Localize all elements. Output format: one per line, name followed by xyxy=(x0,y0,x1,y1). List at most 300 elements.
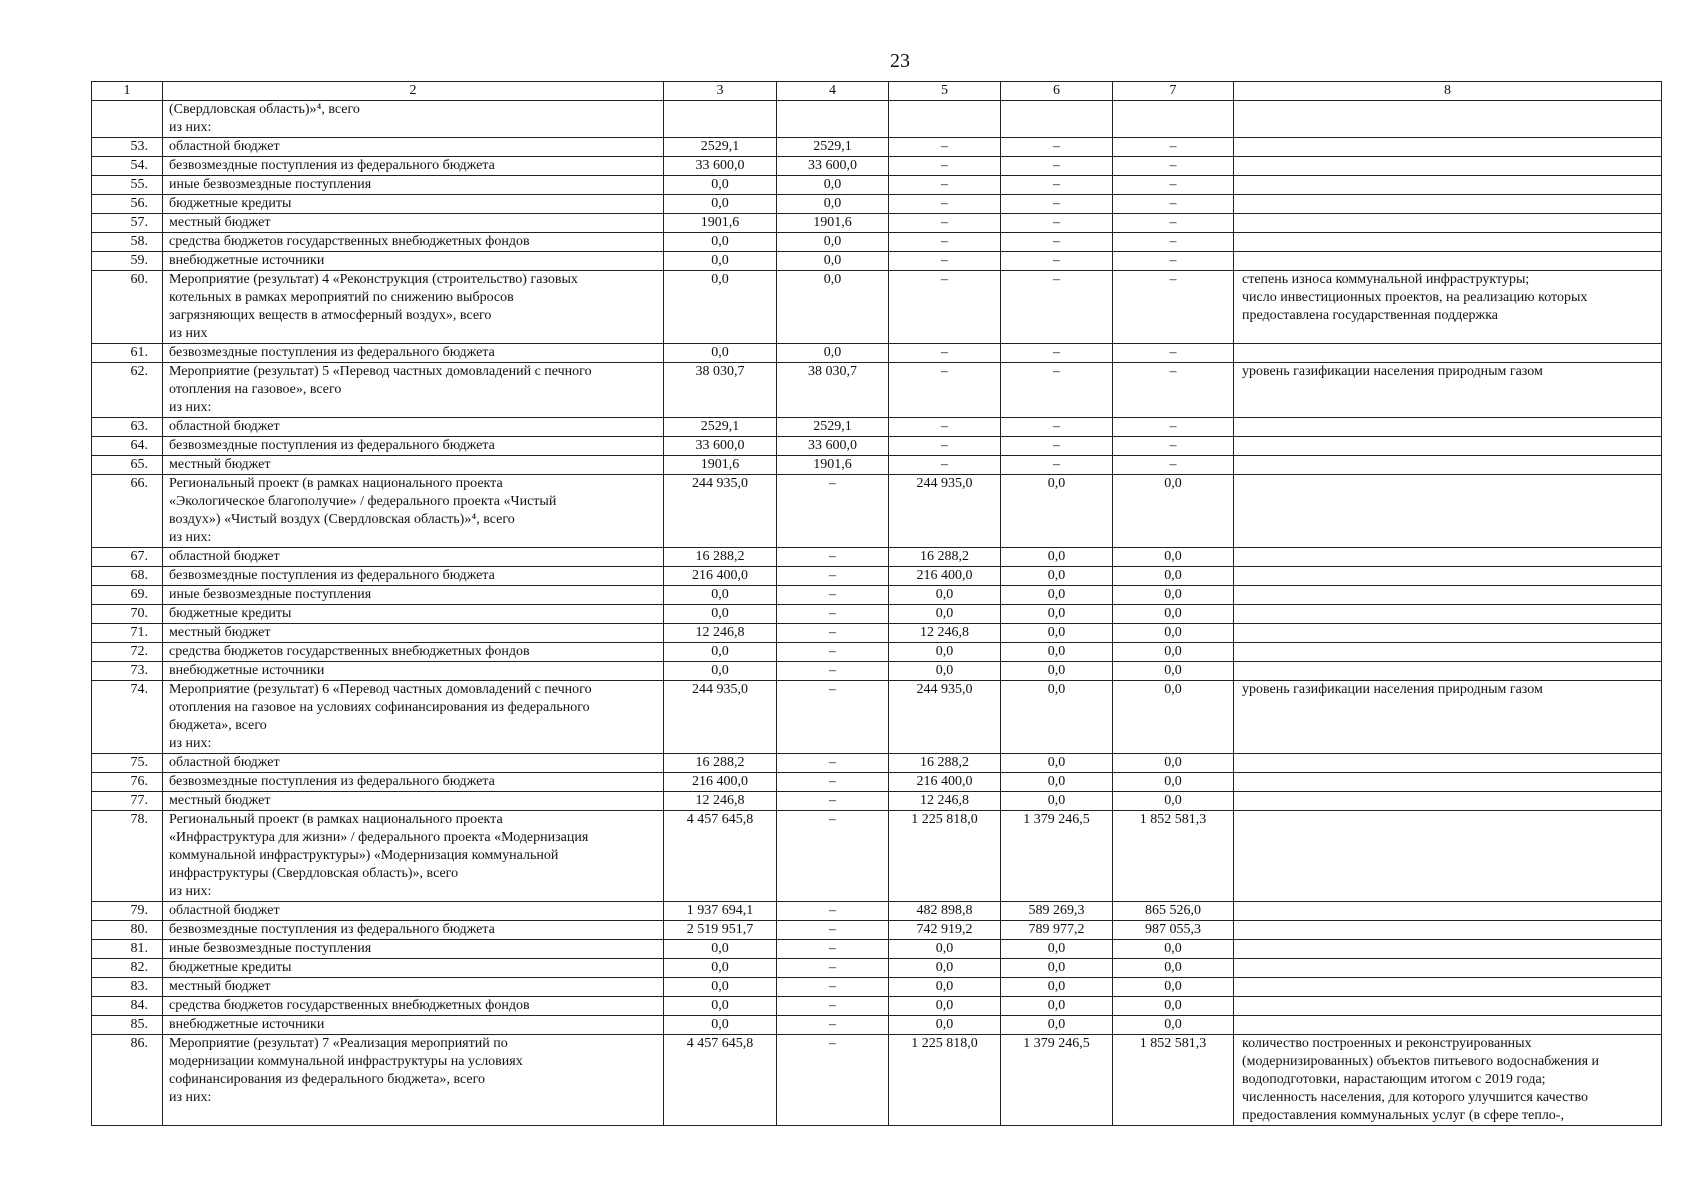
table-row xyxy=(92,195,1662,214)
value-col-7: – xyxy=(1113,344,1234,363)
value-col-5 xyxy=(889,101,1001,138)
table-row xyxy=(92,363,1662,418)
value-col-4: – xyxy=(777,1035,889,1126)
value-total: 2 519 951,7 xyxy=(664,921,777,940)
value-col-6: 0,0 xyxy=(1001,662,1113,681)
row-description: безвозмездные поступления из федерального бюджета xyxy=(163,437,664,456)
value-total: 12 246,8 xyxy=(664,624,777,643)
row-indicator xyxy=(1234,792,1662,811)
value-col-4: 1901,6 xyxy=(777,456,889,475)
value-col-4: 0,0 xyxy=(777,252,889,271)
table-row xyxy=(92,997,1662,1016)
table-row xyxy=(92,567,1662,586)
value-col-6: – xyxy=(1001,233,1113,252)
row-description: областной бюджет xyxy=(163,418,664,437)
column-header-3: 3 xyxy=(664,82,777,101)
row-description: безвозмездные поступления из федерального бюджета xyxy=(163,567,664,586)
row-description: Региональный проект (в рамках национального проекта «Инфраструктура для жизни» / федерального проекта «Модернизация коммунальной инфраструктуры») «Модернизация коммунальной инфраструктуры (Свердловская область)», всего из них: xyxy=(163,811,664,902)
row-description: бюджетные кредиты xyxy=(163,959,664,978)
table-row xyxy=(92,902,1662,921)
value-col-6: – xyxy=(1001,195,1113,214)
value-col-7: 0,0 xyxy=(1113,662,1234,681)
row-indicator xyxy=(1234,921,1662,940)
value-col-7: 0,0 xyxy=(1113,792,1234,811)
row-description: Мероприятие (результат) 5 «Перевод частных домовладений с печного отопления на газовое», всего из них: xyxy=(163,363,664,418)
value-col-7: – xyxy=(1113,271,1234,344)
value-col-5: 1 225 818,0 xyxy=(889,811,1001,902)
value-total: 0,0 xyxy=(664,344,777,363)
value-col-6: 0,0 xyxy=(1001,978,1113,997)
value-col-5: 0,0 xyxy=(889,997,1001,1016)
row-indicator xyxy=(1234,643,1662,662)
value-col-7: – xyxy=(1113,437,1234,456)
value-col-5: 0,0 xyxy=(889,662,1001,681)
row-description: Мероприятие (результат) 4 «Реконструкция (строительство) газовых котельных в рамках мероприятий по снижению выбросов загрязняющих веществ в атмосферный воздух», всего из них xyxy=(163,271,664,344)
value-col-5: 0,0 xyxy=(889,643,1001,662)
row-indicator xyxy=(1234,567,1662,586)
row-indicator xyxy=(1234,997,1662,1016)
value-col-4: 0,0 xyxy=(777,233,889,252)
row-number: 58. xyxy=(92,233,163,252)
budget-table xyxy=(91,81,1662,1126)
table-row xyxy=(92,271,1662,344)
row-indicator xyxy=(1234,978,1662,997)
value-total: 216 400,0 xyxy=(664,567,777,586)
row-description: областной бюджет xyxy=(163,548,664,567)
row-description: средства бюджетов государственных внебюджетных фондов xyxy=(163,233,664,252)
value-col-5: 0,0 xyxy=(889,959,1001,978)
table-row xyxy=(92,344,1662,363)
value-col-4: – xyxy=(777,681,889,754)
table-row xyxy=(92,921,1662,940)
row-indicator: уровень газификации населения природным газом xyxy=(1234,363,1662,418)
row-indicator xyxy=(1234,138,1662,157)
value-col-7: 0,0 xyxy=(1113,624,1234,643)
row-description: областной бюджет xyxy=(163,138,664,157)
row-description: Мероприятие (результат) 7 «Реализация мероприятий по модернизации коммунальной инфраструктуры на условиях софинансирования из федерального бюджета», всего из них: xyxy=(163,1035,664,1126)
value-col-4: – xyxy=(777,811,889,902)
value-col-6: 589 269,3 xyxy=(1001,902,1113,921)
value-col-6 xyxy=(1001,101,1113,138)
row-indicator xyxy=(1234,902,1662,921)
value-col-4: – xyxy=(777,662,889,681)
row-indicator xyxy=(1234,456,1662,475)
value-col-7: 0,0 xyxy=(1113,548,1234,567)
row-number: 73. xyxy=(92,662,163,681)
row-indicator xyxy=(1234,418,1662,437)
row-number: 70. xyxy=(92,605,163,624)
value-col-6: 0,0 xyxy=(1001,548,1113,567)
row-number: 66. xyxy=(92,475,163,548)
value-col-5: 0,0 xyxy=(889,978,1001,997)
value-col-5: – xyxy=(889,418,1001,437)
row-description: внебюджетные источники xyxy=(163,1016,664,1035)
value-col-4: – xyxy=(777,548,889,567)
value-col-7: – xyxy=(1113,252,1234,271)
value-col-5: – xyxy=(889,437,1001,456)
table-row xyxy=(92,681,1662,754)
value-col-6: – xyxy=(1001,363,1113,418)
value-col-7: 0,0 xyxy=(1113,940,1234,959)
value-col-5: 244 935,0 xyxy=(889,681,1001,754)
row-description: (Свердловская область)»⁴, всего из них: xyxy=(163,101,664,138)
row-number: 67. xyxy=(92,548,163,567)
value-total: 0,0 xyxy=(664,940,777,959)
value-col-6: – xyxy=(1001,214,1113,233)
value-col-7: – xyxy=(1113,456,1234,475)
value-col-5: 482 898,8 xyxy=(889,902,1001,921)
table-row xyxy=(92,252,1662,271)
table-row xyxy=(92,773,1662,792)
value-col-6: 0,0 xyxy=(1001,773,1113,792)
value-total: 4 457 645,8 xyxy=(664,811,777,902)
value-total: 0,0 xyxy=(664,605,777,624)
value-total: 0,0 xyxy=(664,252,777,271)
value-col-4: 0,0 xyxy=(777,344,889,363)
row-description: бюджетные кредиты xyxy=(163,605,664,624)
value-col-4 xyxy=(777,101,889,138)
row-number xyxy=(92,101,163,138)
row-description: безвозмездные поступления из федерального бюджета xyxy=(163,921,664,940)
value-col-4: 33 600,0 xyxy=(777,157,889,176)
value-col-5: 742 919,2 xyxy=(889,921,1001,940)
row-description: безвозмездные поступления из федерального бюджета xyxy=(163,157,664,176)
value-col-4: – xyxy=(777,978,889,997)
row-indicator xyxy=(1234,586,1662,605)
row-indicator: уровень газификации населения природным газом xyxy=(1234,681,1662,754)
value-col-6: 0,0 xyxy=(1001,681,1113,754)
value-col-6: – xyxy=(1001,456,1113,475)
table-body xyxy=(92,82,1662,1126)
value-col-4: – xyxy=(777,605,889,624)
value-col-4: – xyxy=(777,997,889,1016)
row-description: местный бюджет xyxy=(163,978,664,997)
value-total: 0,0 xyxy=(664,662,777,681)
page-number: 23 xyxy=(890,50,910,72)
value-col-6: – xyxy=(1001,271,1113,344)
value-col-7: 0,0 xyxy=(1113,681,1234,754)
value-col-4: – xyxy=(777,792,889,811)
value-total: 0,0 xyxy=(664,1016,777,1035)
value-col-6: – xyxy=(1001,418,1113,437)
row-number: 82. xyxy=(92,959,163,978)
column-header-6: 6 xyxy=(1001,82,1113,101)
value-col-5: 216 400,0 xyxy=(889,567,1001,586)
table-row xyxy=(92,548,1662,567)
row-number: 86. xyxy=(92,1035,163,1126)
row-number: 62. xyxy=(92,363,163,418)
value-col-4: 2529,1 xyxy=(777,418,889,437)
row-indicator xyxy=(1234,1016,1662,1035)
row-number: 83. xyxy=(92,978,163,997)
row-description: областной бюджет xyxy=(163,902,664,921)
value-col-6: 0,0 xyxy=(1001,586,1113,605)
row-description: местный бюджет xyxy=(163,214,664,233)
value-col-4: – xyxy=(777,586,889,605)
row-indicator xyxy=(1234,624,1662,643)
row-indicator xyxy=(1234,773,1662,792)
row-indicator xyxy=(1234,475,1662,548)
value-total: 0,0 xyxy=(664,959,777,978)
value-col-6: – xyxy=(1001,344,1113,363)
value-col-6: 789 977,2 xyxy=(1001,921,1113,940)
row-indicator xyxy=(1234,344,1662,363)
row-indicator xyxy=(1234,101,1662,138)
row-number: 63. xyxy=(92,418,163,437)
column-header-1: 1 xyxy=(92,82,163,101)
row-indicator xyxy=(1234,214,1662,233)
value-col-4: – xyxy=(777,567,889,586)
table-row xyxy=(92,586,1662,605)
row-number: 76. xyxy=(92,773,163,792)
table-row xyxy=(92,978,1662,997)
value-col-5: – xyxy=(889,157,1001,176)
value-col-6: – xyxy=(1001,252,1113,271)
row-description: местный бюджет xyxy=(163,624,664,643)
row-indicator: степень износа коммунальной инфраструктуры; число инвестиционных проектов, на реализацию которых предоставлена государственная поддержка xyxy=(1234,271,1662,344)
value-col-4: 38 030,7 xyxy=(777,363,889,418)
value-col-4: 2529,1 xyxy=(777,138,889,157)
row-number: 78. xyxy=(92,811,163,902)
value-col-7: 0,0 xyxy=(1113,605,1234,624)
value-col-4: – xyxy=(777,643,889,662)
table-row xyxy=(92,176,1662,195)
value-col-7: – xyxy=(1113,418,1234,437)
value-col-7: – xyxy=(1113,214,1234,233)
table-row xyxy=(92,792,1662,811)
value-total: 12 246,8 xyxy=(664,792,777,811)
value-col-7: 0,0 xyxy=(1113,773,1234,792)
value-total: 0,0 xyxy=(664,195,777,214)
row-description: средства бюджетов государственных внебюджетных фондов xyxy=(163,643,664,662)
value-col-6: 1 379 246,5 xyxy=(1001,1035,1113,1126)
value-col-5: 0,0 xyxy=(889,586,1001,605)
row-description: Региональный проект (в рамках национального проекта «Экологическое благополучие» / федерального проекта «Чистый воздух») «Чистый воздух (Свердловская область)»⁴, всего из них: xyxy=(163,475,664,548)
table-row xyxy=(92,754,1662,773)
row-indicator xyxy=(1234,252,1662,271)
value-col-6: 1 379 246,5 xyxy=(1001,811,1113,902)
value-col-7: 0,0 xyxy=(1113,586,1234,605)
row-number: 54. xyxy=(92,157,163,176)
value-col-4: – xyxy=(777,754,889,773)
row-description: иные безвозмездные поступления xyxy=(163,176,664,195)
value-col-5: – xyxy=(889,271,1001,344)
row-number: 69. xyxy=(92,586,163,605)
value-col-5: – xyxy=(889,214,1001,233)
value-col-7: – xyxy=(1113,363,1234,418)
value-col-6: – xyxy=(1001,176,1113,195)
row-indicator xyxy=(1234,233,1662,252)
value-total: 1 937 694,1 xyxy=(664,902,777,921)
value-total: 16 288,2 xyxy=(664,548,777,567)
table-row xyxy=(92,643,1662,662)
value-col-7: 0,0 xyxy=(1113,959,1234,978)
value-total: 244 935,0 xyxy=(664,475,777,548)
table-row xyxy=(92,940,1662,959)
value-col-5: 0,0 xyxy=(889,1016,1001,1035)
value-col-7: – xyxy=(1113,138,1234,157)
value-col-6: 0,0 xyxy=(1001,792,1113,811)
row-number: 56. xyxy=(92,195,163,214)
row-description: местный бюджет xyxy=(163,792,664,811)
value-col-5: – xyxy=(889,344,1001,363)
row-description: Мероприятие (результат) 6 «Перевод частных домовладений с печного отопления на газовое на условиях софинансирования из федерального бюджета», всего из них: xyxy=(163,681,664,754)
value-col-7 xyxy=(1113,101,1234,138)
row-indicator xyxy=(1234,940,1662,959)
row-description: внебюджетные источники xyxy=(163,662,664,681)
table-row xyxy=(92,624,1662,643)
value-col-4: – xyxy=(777,959,889,978)
row-indicator xyxy=(1234,959,1662,978)
value-col-6: 0,0 xyxy=(1001,567,1113,586)
value-col-5: – xyxy=(889,176,1001,195)
row-number: 55. xyxy=(92,176,163,195)
value-col-4: – xyxy=(777,921,889,940)
value-col-7: 987 055,3 xyxy=(1113,921,1234,940)
value-total: 16 288,2 xyxy=(664,754,777,773)
row-number: 79. xyxy=(92,902,163,921)
table-row xyxy=(92,456,1662,475)
row-number: 80. xyxy=(92,921,163,940)
row-description: областной бюджет xyxy=(163,754,664,773)
row-description: бюджетные кредиты xyxy=(163,195,664,214)
value-total: 1901,6 xyxy=(664,214,777,233)
row-number: 72. xyxy=(92,643,163,662)
value-col-6: 0,0 xyxy=(1001,475,1113,548)
row-indicator xyxy=(1234,157,1662,176)
row-description: средства бюджетов государственных внебюджетных фондов xyxy=(163,997,664,1016)
table-row xyxy=(92,214,1662,233)
value-col-6: 0,0 xyxy=(1001,940,1113,959)
value-col-7: 0,0 xyxy=(1113,643,1234,662)
value-col-6: – xyxy=(1001,157,1113,176)
value-col-5: 16 288,2 xyxy=(889,548,1001,567)
value-col-4: 33 600,0 xyxy=(777,437,889,456)
value-col-6: 0,0 xyxy=(1001,643,1113,662)
table-row xyxy=(92,437,1662,456)
row-number: 71. xyxy=(92,624,163,643)
value-col-4: 1901,6 xyxy=(777,214,889,233)
row-description: местный бюджет xyxy=(163,456,664,475)
table-row xyxy=(92,1016,1662,1035)
table-row xyxy=(92,101,1662,138)
row-number: 77. xyxy=(92,792,163,811)
row-description: иные безвозмездные поступления xyxy=(163,586,664,605)
value-col-5: 0,0 xyxy=(889,940,1001,959)
value-col-4: – xyxy=(777,475,889,548)
value-col-6: 0,0 xyxy=(1001,605,1113,624)
row-indicator xyxy=(1234,437,1662,456)
table-row xyxy=(92,811,1662,902)
value-total: 0,0 xyxy=(664,586,777,605)
row-number: 61. xyxy=(92,344,163,363)
value-col-6: 0,0 xyxy=(1001,1016,1113,1035)
value-col-7: – xyxy=(1113,157,1234,176)
table-row xyxy=(92,418,1662,437)
value-col-6: 0,0 xyxy=(1001,624,1113,643)
row-number: 74. xyxy=(92,681,163,754)
row-indicator xyxy=(1234,662,1662,681)
value-col-5: – xyxy=(889,363,1001,418)
row-indicator xyxy=(1234,811,1662,902)
value-col-5: – xyxy=(889,138,1001,157)
table-row xyxy=(92,138,1662,157)
value-col-6: 0,0 xyxy=(1001,959,1113,978)
value-col-5: – xyxy=(889,456,1001,475)
table-row xyxy=(92,233,1662,252)
value-col-7: 865 526,0 xyxy=(1113,902,1234,921)
value-total: 4 457 645,8 xyxy=(664,1035,777,1126)
row-description: безвозмездные поступления из федерального бюджета xyxy=(163,773,664,792)
value-total: 216 400,0 xyxy=(664,773,777,792)
value-col-4: – xyxy=(777,1016,889,1035)
value-total xyxy=(664,101,777,138)
value-col-5: 216 400,0 xyxy=(889,773,1001,792)
value-total: 38 030,7 xyxy=(664,363,777,418)
value-col-5: – xyxy=(889,195,1001,214)
value-col-7: 0,0 xyxy=(1113,997,1234,1016)
table-row xyxy=(92,662,1662,681)
row-number: 57. xyxy=(92,214,163,233)
table-row xyxy=(92,605,1662,624)
value-col-4: 0,0 xyxy=(777,271,889,344)
value-total: 2529,1 xyxy=(664,138,777,157)
value-total: 33 600,0 xyxy=(664,157,777,176)
value-col-5: 0,0 xyxy=(889,605,1001,624)
value-col-7: 1 852 581,3 xyxy=(1113,1035,1234,1126)
value-total: 0,0 xyxy=(664,643,777,662)
row-indicator xyxy=(1234,195,1662,214)
row-number: 64. xyxy=(92,437,163,456)
column-header-5: 5 xyxy=(889,82,1001,101)
row-indicator xyxy=(1234,176,1662,195)
header-row xyxy=(92,82,1662,101)
table-row xyxy=(92,157,1662,176)
value-col-4: – xyxy=(777,902,889,921)
value-total: 0,0 xyxy=(664,233,777,252)
value-col-6: – xyxy=(1001,437,1113,456)
row-number: 81. xyxy=(92,940,163,959)
value-col-6: 0,0 xyxy=(1001,997,1113,1016)
row-indicator xyxy=(1234,548,1662,567)
row-indicator xyxy=(1234,754,1662,773)
value-col-7: 0,0 xyxy=(1113,567,1234,586)
column-header-8: 8 xyxy=(1234,82,1662,101)
value-total: 1901,6 xyxy=(664,456,777,475)
value-col-4: – xyxy=(777,624,889,643)
row-number: 85. xyxy=(92,1016,163,1035)
row-number: 75. xyxy=(92,754,163,773)
value-col-5: – xyxy=(889,252,1001,271)
value-col-5: 16 288,2 xyxy=(889,754,1001,773)
value-col-5: 244 935,0 xyxy=(889,475,1001,548)
column-header-4: 4 xyxy=(777,82,889,101)
row-number: 68. xyxy=(92,567,163,586)
row-description: иные безвозмездные поступления xyxy=(163,940,664,959)
value-total: 244 935,0 xyxy=(664,681,777,754)
value-col-7: – xyxy=(1113,195,1234,214)
value-col-7: – xyxy=(1113,233,1234,252)
row-description: внебюджетные источники xyxy=(163,252,664,271)
value-col-6: – xyxy=(1001,138,1113,157)
value-total: 0,0 xyxy=(664,997,777,1016)
value-col-7: 0,0 xyxy=(1113,1016,1234,1035)
value-total: 0,0 xyxy=(664,978,777,997)
value-total: 2529,1 xyxy=(664,418,777,437)
value-col-7: 0,0 xyxy=(1113,978,1234,997)
row-number: 65. xyxy=(92,456,163,475)
row-indicator: количество построенных и реконструированных (модернизированных) объектов питьевого водоснабжения и водоподготовки, нарастающим итогом с 2019 года; численность населения, для которого улучшится качество предоставления коммунальных услуг (в сфере тепло-, xyxy=(1234,1035,1662,1126)
